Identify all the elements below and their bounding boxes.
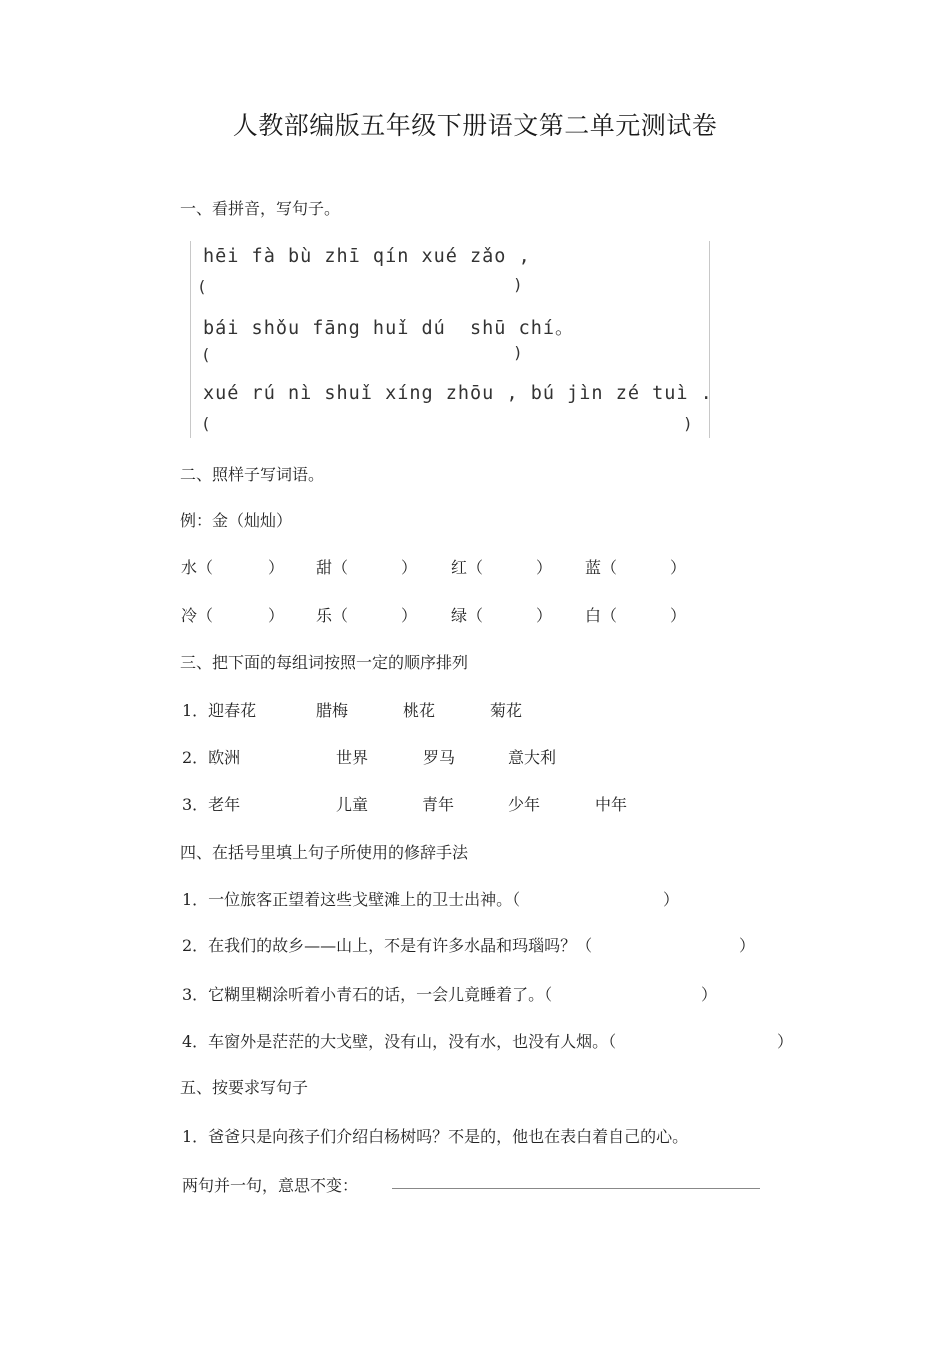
word-green: 绿（ bbox=[451, 606, 484, 625]
answer-open-paren-1: ( bbox=[197, 277, 207, 296]
order-item-2-word-2: 世界 bbox=[336, 748, 369, 767]
word-green-close: ） bbox=[536, 606, 553, 625]
section-4-heading: 四、在括号里填上句子所使用的修辞手法 bbox=[180, 843, 469, 862]
word-sweet: 甜（ bbox=[316, 558, 349, 577]
word-cold: 冷（ bbox=[181, 606, 214, 625]
rhetoric-item-1: 1．一位旅客正望着这些戈壁滩上的卫士出神。（ bbox=[182, 890, 521, 909]
word-white-close: ） bbox=[670, 606, 687, 625]
pinyin-line-1: hēi fà bù zhī qín xué zǎo , bbox=[203, 246, 531, 267]
rhetoric-item-1-close: ） bbox=[663, 890, 680, 909]
word-cold-close: ） bbox=[268, 606, 285, 625]
order-item-3-word-1: 3．老年 bbox=[182, 795, 241, 814]
section-3-heading: 三、把下面的每组词按照一定的顺序排列 bbox=[180, 653, 469, 672]
answer-line bbox=[392, 1188, 760, 1189]
order-item-2-word-4: 意大利 bbox=[508, 748, 557, 767]
answer-close-paren-1: ) bbox=[513, 275, 523, 294]
order-item-3-word-3: 青年 bbox=[422, 795, 455, 814]
word-red: 红（ bbox=[451, 558, 484, 577]
rhetoric-item-3-close: ） bbox=[701, 985, 718, 1004]
pinyin-line-2: bái shǒu fāng huǐ dú shū chí。 bbox=[203, 318, 575, 339]
order-item-1-word-2: 腊梅 bbox=[316, 701, 349, 720]
page-title: 人教部编版五年级下册语文第二单元测试卷 bbox=[232, 111, 718, 140]
pinyin-line-3: xué rú nì shuǐ xíng zhōu , bú jìn zé tuì . bbox=[203, 383, 713, 404]
rhetoric-item-3: 3．它糊里糊涂听着小青石的话，一会儿竟睡着了。（ bbox=[182, 985, 553, 1004]
order-item-3-word-4: 少年 bbox=[508, 795, 541, 814]
answer-open-paren-2: ( bbox=[201, 345, 211, 364]
section-2-heading: 二、照样子写词语。 bbox=[180, 465, 325, 484]
answer-close-paren-3: ) bbox=[683, 414, 693, 433]
rhetoric-item-4: 4．车窗外是茫茫的大戈壁，没有山，没有水，也没有人烟。（ bbox=[182, 1032, 617, 1051]
combine-sentence-prompt: 两句并一句，意思不变： bbox=[182, 1176, 359, 1195]
pinyin-box bbox=[190, 241, 713, 438]
answer-close-paren-2: ) bbox=[513, 343, 523, 362]
word-water-close: ） bbox=[268, 558, 285, 577]
rhetoric-item-4-close: ） bbox=[777, 1032, 794, 1051]
rhetoric-item-2: 2．在我们的故乡——山上，不是有许多水晶和玛瑙吗？（ bbox=[182, 936, 593, 955]
word-blue: 蓝（ bbox=[585, 558, 618, 577]
order-item-1-word-4: 菊花 bbox=[490, 701, 523, 720]
word-happy: 乐（ bbox=[316, 606, 349, 625]
order-item-1-word-3: 桃花 bbox=[403, 701, 436, 720]
section-5-heading: 五、按要求写句子 bbox=[180, 1078, 309, 1097]
order-item-1-word-1: 1．迎春花 bbox=[182, 701, 257, 720]
rhetoric-item-2-close: ） bbox=[739, 936, 756, 955]
word-blue-close: ） bbox=[670, 558, 687, 577]
order-item-3-word-5: 中年 bbox=[595, 795, 628, 814]
word-red-close: ） bbox=[536, 558, 553, 577]
order-item-2-word-3: 罗马 bbox=[423, 748, 456, 767]
word-happy-close: ） bbox=[401, 606, 418, 625]
example-line: 例：金（灿灿） bbox=[180, 511, 293, 530]
word-water: 水（ bbox=[181, 558, 214, 577]
word-sweet-close: ） bbox=[401, 558, 418, 577]
word-white: 白（ bbox=[585, 606, 618, 625]
order-item-3-word-2: 儿童 bbox=[336, 795, 369, 814]
answer-open-paren-3: ( bbox=[201, 414, 211, 433]
sentence-item-1: 1．爸爸只是向孩子们介绍白杨树吗？不是的，他也在表白着自己的心。 bbox=[182, 1127, 689, 1146]
section-1-heading: 一、看拼音，写句子。 bbox=[180, 199, 341, 218]
order-item-2-word-1: 2．欧洲 bbox=[182, 748, 241, 767]
